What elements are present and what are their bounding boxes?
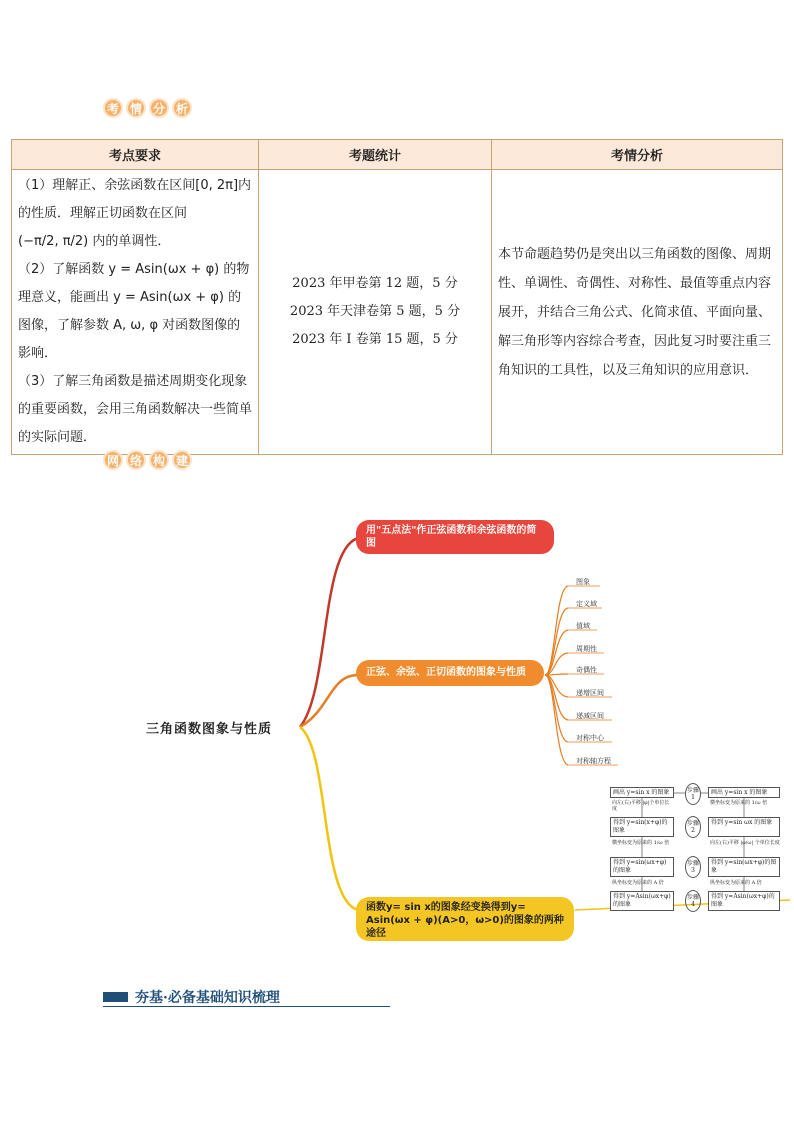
step-note-left-1: 向左(右)平移 |φ|个单位长度 xyxy=(612,800,670,812)
section-badge-analysis xyxy=(103,98,192,118)
mindmap-root: 三角函数图象与性质 xyxy=(146,722,273,737)
section-title-foundation xyxy=(103,987,390,1007)
badge-char: 络 xyxy=(126,450,146,470)
header-analysis: 考情分析 xyxy=(492,140,783,170)
leaf-parity: 奇偶性 xyxy=(576,666,597,674)
badge-char: 分 xyxy=(149,98,169,118)
header-statistics: 考题统计 xyxy=(259,140,492,170)
leaf-range: 值域 xyxy=(576,622,590,630)
analysis-cell: 本节命题趋势仍是突出以三角函数的图像、周期性、单调性、奇偶性、对称性、最值等重点内容展开，并结合三角公式、化简求值、平面向量、解三角形等内容综合考查，因此复习时要注重三角知识的工具性，以及三角知识的应用意识． xyxy=(492,170,783,455)
stat-item: 2023 年甲卷第 12 题，5 分 xyxy=(292,276,458,291)
step-right-4: 得到 y=Asin(ωx+φ)的图象 xyxy=(708,891,780,911)
step-left-1: 画出 y=sin x 的图象 xyxy=(610,787,674,798)
section-title-text: 夯基·必备基础知识梳理 xyxy=(135,990,280,1006)
badge-char: 析 xyxy=(172,98,192,118)
leaf-domain: 定义域 xyxy=(576,600,597,608)
step-note-right-2: 向左(右)平移 |φ/ω| 个单位长度 xyxy=(710,840,780,846)
badge-char: 构 xyxy=(149,450,169,470)
badge-char: 考 xyxy=(103,98,123,118)
step-note-right-3: 纵坐标变为原来的 A 倍 xyxy=(710,880,762,886)
requirement-2: （2）了解函数 y = Asin(ωx + φ) 的物理意义，能画出 y = Asin(ωx + φ) 的图像，了解参数 A, ω, φ 对函数图像的影响． xyxy=(18,262,250,361)
step-oval-1: 步骤1 xyxy=(685,783,701,805)
header-requirements: 考点要求 xyxy=(12,140,259,170)
leaf-period: 周期性 xyxy=(576,645,597,653)
statistics-cell xyxy=(259,170,492,455)
step-note-left-3: 纵坐标变为原来的 A 倍 xyxy=(612,880,664,886)
step-right-1: 画出 y=sin x 的图象 xyxy=(708,787,780,798)
requirement-1b: (−π/2, π/2) 内的单调性． xyxy=(18,234,171,249)
step-oval-3: 步骤3 xyxy=(685,856,701,878)
step-note-right-1: 横坐标变为原来的 1/ω 倍 xyxy=(710,800,768,806)
step-oval-2: 步骤2 xyxy=(685,816,701,838)
badge-char: 建 xyxy=(172,450,192,470)
leaf-decreasing: 递减区间 xyxy=(576,712,604,720)
step-note-left-2: 横坐标变为原来的 1/ω 倍 xyxy=(612,840,670,846)
leaf-graph: 图象 xyxy=(576,578,590,586)
mindmap-branch-transform: 函数y= sin x的图象经变换得到y= Asin(ωx + φ)(A>0，ω>0)的图象的两种途径 xyxy=(356,897,574,941)
step-left-3: 得到 y=sin(ωx+φ)的图象 xyxy=(610,857,674,877)
section-title-bar xyxy=(103,992,128,1002)
mindmap-branch-five-point: 用"五点法"作正弦函数和余弦函数的简图 xyxy=(356,520,554,554)
step-right-2: 得到 y=sin ωx 的图象 xyxy=(708,817,780,837)
step-oval-4: 步骤4 xyxy=(685,890,701,912)
section-badge-network xyxy=(103,450,192,470)
mindmap-branch-properties: 正弦、余弦、正切函数的图象与性质 xyxy=(356,660,544,686)
exam-analysis-table xyxy=(11,139,783,455)
badge-char: 情 xyxy=(126,98,146,118)
stat-item: 2023 年 I 卷第 15 题，5 分 xyxy=(292,332,458,347)
step-right-3: 得到 y=sin(ωx+φ)的图象 xyxy=(708,857,780,877)
badge-char: 网 xyxy=(103,450,123,470)
requirement-3: （3）了解三角函数是描述周期变化现象的重要函数，会用三角函数解决一些简单的实际问题． xyxy=(18,374,253,445)
stat-item: 2023 年天津卷第 5 题，5 分 xyxy=(289,304,461,319)
leaf-symmetry-axis: 对称轴方程 xyxy=(576,757,611,765)
leaf-symmetry-center: 对称中心 xyxy=(576,734,604,742)
requirement-1: （1）理解正、余弦函数在区间[0, 2π]内的性质．理解正切函数在区间 xyxy=(18,178,252,221)
leaf-increasing: 递增区间 xyxy=(576,689,604,697)
step-arrows xyxy=(608,783,790,915)
step-left-2: 得到 y=sin(x+φ)的图象 xyxy=(610,817,674,837)
section-title-underline xyxy=(103,1006,390,1007)
requirements-cell xyxy=(12,170,259,455)
step-left-4: 得到 y=Asin(ωx+φ)的图象 xyxy=(610,891,674,911)
